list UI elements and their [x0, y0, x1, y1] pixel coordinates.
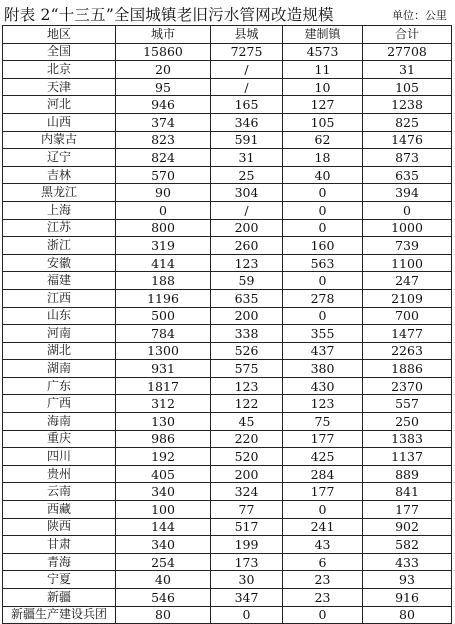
- total-cell: 80: [363, 606, 452, 624]
- city-cell: 130: [116, 413, 211, 431]
- county-cell: 0: [211, 606, 283, 624]
- total-cell: 0: [363, 201, 452, 219]
- county-cell: 77: [211, 501, 283, 519]
- town-cell: 0: [283, 219, 363, 237]
- county-cell: 45: [211, 413, 283, 431]
- region-cell: 浙江: [3, 237, 116, 255]
- region-cell: 陕西: [3, 518, 116, 536]
- table-row: [3, 149, 452, 167]
- county-cell: 260: [211, 237, 283, 255]
- city-cell: 254: [116, 553, 211, 571]
- total-cell: 1476: [363, 131, 452, 149]
- table-row: [3, 78, 452, 96]
- county-cell: 122: [211, 395, 283, 413]
- city-cell: 0: [116, 201, 211, 219]
- region-cell: 江苏: [3, 219, 116, 237]
- county-cell: 517: [211, 518, 283, 536]
- total-cell: 1000: [363, 219, 452, 237]
- total-cell: 873: [363, 149, 452, 167]
- region-cell: 宁夏: [3, 571, 116, 589]
- town-cell: 0: [283, 307, 363, 325]
- city-cell: 986: [116, 430, 211, 448]
- table-row: [3, 377, 452, 395]
- table-row: [3, 131, 452, 149]
- table-row: [3, 536, 452, 554]
- city-cell: 188: [116, 272, 211, 290]
- town-cell: 43: [283, 536, 363, 554]
- header-county: 县城: [211, 26, 283, 44]
- county-cell: 338: [211, 325, 283, 343]
- table-body: [3, 43, 452, 624]
- town-cell: 40: [283, 166, 363, 184]
- total-cell: 27708: [363, 43, 452, 61]
- county-cell: 635: [211, 289, 283, 307]
- document-title: 附表 2“十三五”全国城镇老旧污水管网改造规模: [4, 6, 334, 24]
- county-cell: /: [211, 78, 283, 96]
- city-cell: 405: [116, 465, 211, 483]
- city-cell: 40: [116, 571, 211, 589]
- total-cell: 2109: [363, 289, 452, 307]
- header-city: 城市: [116, 26, 211, 44]
- region-cell: 海南: [3, 413, 116, 431]
- city-cell: 1817: [116, 377, 211, 395]
- total-cell: 433: [363, 553, 452, 571]
- table-row: [3, 166, 452, 184]
- region-cell: 天津: [3, 78, 116, 96]
- region-cell: 吉林: [3, 166, 116, 184]
- region-cell: 新疆: [3, 589, 116, 607]
- town-cell: 123: [283, 395, 363, 413]
- region-cell: 上海: [3, 201, 116, 219]
- county-cell: 324: [211, 483, 283, 501]
- town-cell: 278: [283, 289, 363, 307]
- county-cell: 200: [211, 219, 283, 237]
- city-cell: 1300: [116, 342, 211, 360]
- county-cell: 520: [211, 448, 283, 466]
- table-row: [3, 201, 452, 219]
- table-row: [3, 430, 452, 448]
- total-cell: 825: [363, 113, 452, 131]
- city-cell: 546: [116, 589, 211, 607]
- county-cell: 30: [211, 571, 283, 589]
- region-cell: 四川: [3, 448, 116, 466]
- sewage-network-table: [2, 25, 452, 624]
- table-row: [3, 518, 452, 536]
- county-cell: 346: [211, 113, 283, 131]
- county-cell: 200: [211, 307, 283, 325]
- town-cell: 0: [283, 201, 363, 219]
- county-cell: 123: [211, 377, 283, 395]
- city-cell: 570: [116, 166, 211, 184]
- unit-label: 单位：公里: [392, 9, 447, 22]
- region-cell: 河北: [3, 96, 116, 114]
- total-cell: 93: [363, 571, 452, 589]
- town-cell: 23: [283, 589, 363, 607]
- county-cell: 526: [211, 342, 283, 360]
- town-cell: 284: [283, 465, 363, 483]
- city-cell: 784: [116, 325, 211, 343]
- region-cell: 江西: [3, 289, 116, 307]
- total-cell: 1238: [363, 96, 452, 114]
- total-cell: 889: [363, 465, 452, 483]
- city-cell: 192: [116, 448, 211, 466]
- county-cell: 591: [211, 131, 283, 149]
- region-cell: 甘肃: [3, 536, 116, 554]
- town-cell: 0: [283, 272, 363, 290]
- city-cell: 312: [116, 395, 211, 413]
- town-cell: 0: [283, 184, 363, 202]
- total-cell: 1477: [363, 325, 452, 343]
- region-cell: 山东: [3, 307, 116, 325]
- county-cell: 220: [211, 430, 283, 448]
- table-row: [3, 237, 452, 255]
- table-row: [3, 325, 452, 343]
- region-cell: 湖北: [3, 342, 116, 360]
- county-cell: 304: [211, 184, 283, 202]
- region-cell: 河南: [3, 325, 116, 343]
- region-cell: 广东: [3, 377, 116, 395]
- town-cell: 177: [283, 483, 363, 501]
- table-row: [3, 113, 452, 131]
- city-cell: 144: [116, 518, 211, 536]
- city-cell: 340: [116, 483, 211, 501]
- town-cell: 425: [283, 448, 363, 466]
- table-row: [3, 307, 452, 325]
- county-cell: 59: [211, 272, 283, 290]
- total-cell: 739: [363, 237, 452, 255]
- total-cell: 841: [363, 483, 452, 501]
- city-cell: 100: [116, 501, 211, 519]
- county-cell: 165: [211, 96, 283, 114]
- city-cell: 946: [116, 96, 211, 114]
- city-cell: 319: [116, 237, 211, 255]
- table-row: [3, 395, 452, 413]
- total-cell: 105: [363, 78, 452, 96]
- table-row: [3, 465, 452, 483]
- town-cell: 23: [283, 571, 363, 589]
- table-row: [3, 342, 452, 360]
- region-cell: 山西: [3, 113, 116, 131]
- header-total: 合计: [363, 26, 452, 44]
- county-cell: 200: [211, 465, 283, 483]
- total-cell: 1383: [363, 430, 452, 448]
- county-cell: 31: [211, 149, 283, 167]
- county-cell: 7275: [211, 43, 283, 61]
- city-cell: 800: [116, 219, 211, 237]
- total-cell: 2263: [363, 342, 452, 360]
- table-row: [3, 272, 452, 290]
- county-cell: 25: [211, 166, 283, 184]
- total-cell: 1137: [363, 448, 452, 466]
- region-cell: 湖南: [3, 360, 116, 378]
- town-cell: 6: [283, 553, 363, 571]
- town-cell: 160: [283, 237, 363, 255]
- total-cell: 557: [363, 395, 452, 413]
- header-town: 建制镇: [283, 26, 363, 44]
- table-row: [3, 96, 452, 114]
- region-cell: 全国: [3, 43, 116, 61]
- town-cell: 563: [283, 254, 363, 272]
- city-cell: 80: [116, 606, 211, 624]
- county-cell: 123: [211, 254, 283, 272]
- town-cell: 105: [283, 113, 363, 131]
- region-cell: 北京: [3, 61, 116, 79]
- total-cell: 250: [363, 413, 452, 431]
- county-cell: 347: [211, 589, 283, 607]
- region-cell: 西藏: [3, 501, 116, 519]
- town-cell: 0: [283, 501, 363, 519]
- city-cell: 1196: [116, 289, 211, 307]
- town-cell: 0: [283, 606, 363, 624]
- table-row: [3, 61, 452, 79]
- region-cell: 黑龙江: [3, 184, 116, 202]
- total-cell: 916: [363, 589, 452, 607]
- total-cell: 177: [363, 501, 452, 519]
- total-cell: 394: [363, 184, 452, 202]
- city-cell: 500: [116, 307, 211, 325]
- table-row: [3, 483, 452, 501]
- total-cell: 2370: [363, 377, 452, 395]
- city-cell: 15860: [116, 43, 211, 61]
- county-cell: /: [211, 201, 283, 219]
- town-cell: 18: [283, 149, 363, 167]
- region-cell: 新疆生产建设兵团: [3, 606, 116, 624]
- town-cell: 355: [283, 325, 363, 343]
- total-cell: 1886: [363, 360, 452, 378]
- table-row: [3, 501, 452, 519]
- city-cell: 20: [116, 61, 211, 79]
- table-row: [3, 289, 452, 307]
- town-cell: 62: [283, 131, 363, 149]
- town-cell: 127: [283, 96, 363, 114]
- county-cell: 199: [211, 536, 283, 554]
- table-row: [3, 571, 452, 589]
- city-cell: 824: [116, 149, 211, 167]
- region-cell: 辽宁: [3, 149, 116, 167]
- city-cell: 931: [116, 360, 211, 378]
- table-row: [3, 606, 452, 624]
- city-cell: 95: [116, 78, 211, 96]
- total-cell: 31: [363, 61, 452, 79]
- city-cell: 414: [116, 254, 211, 272]
- city-cell: 340: [116, 536, 211, 554]
- town-cell: 241: [283, 518, 363, 536]
- title-row: [2, 0, 453, 26]
- table-row: [3, 254, 452, 272]
- town-cell: 380: [283, 360, 363, 378]
- city-cell: 823: [116, 131, 211, 149]
- region-cell: 福建: [3, 272, 116, 290]
- town-cell: 177: [283, 430, 363, 448]
- region-cell: 内蒙古: [3, 131, 116, 149]
- county-cell: 173: [211, 553, 283, 571]
- town-cell: 10: [283, 78, 363, 96]
- total-cell: 700: [363, 307, 452, 325]
- city-cell: 374: [116, 113, 211, 131]
- town-cell: 75: [283, 413, 363, 431]
- table-row: [3, 43, 452, 61]
- total-cell: 582: [363, 536, 452, 554]
- county-cell: 575: [211, 360, 283, 378]
- table-row: [3, 413, 452, 431]
- county-cell: /: [211, 61, 283, 79]
- total-cell: 902: [363, 518, 452, 536]
- table-row: [3, 219, 452, 237]
- table-header-row: [3, 26, 452, 44]
- table-row: [3, 184, 452, 202]
- total-cell: 635: [363, 166, 452, 184]
- region-cell: 贵州: [3, 465, 116, 483]
- total-cell: 1100: [363, 254, 452, 272]
- region-cell: 云南: [3, 483, 116, 501]
- table-row: [3, 360, 452, 378]
- region-cell: 青海: [3, 553, 116, 571]
- town-cell: 437: [283, 342, 363, 360]
- town-cell: 430: [283, 377, 363, 395]
- town-cell: 4573: [283, 43, 363, 61]
- region-cell: 广西: [3, 395, 116, 413]
- total-cell: 247: [363, 272, 452, 290]
- table-row: [3, 448, 452, 466]
- table-row: [3, 553, 452, 571]
- table-row: [3, 589, 452, 607]
- city-cell: 90: [116, 184, 211, 202]
- region-cell: 安徽: [3, 254, 116, 272]
- region-cell: 重庆: [3, 430, 116, 448]
- header-region: 地区: [3, 26, 116, 44]
- town-cell: 11: [283, 61, 363, 79]
